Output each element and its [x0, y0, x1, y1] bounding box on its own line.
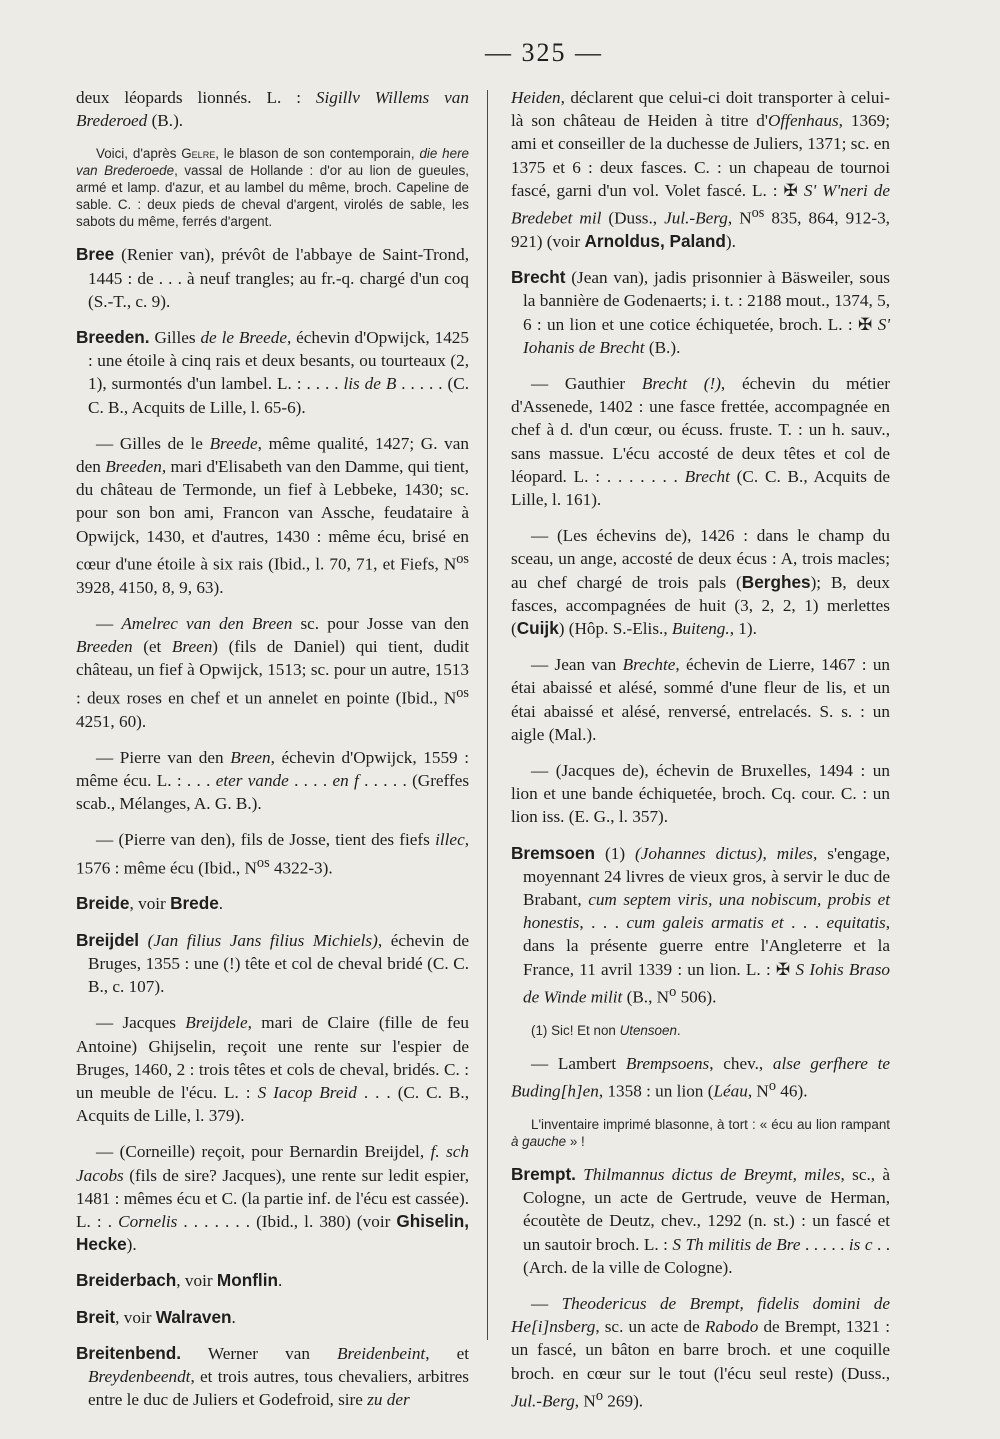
- page-number: — 325 —: [485, 38, 603, 67]
- entry-paragraph: — Amelrec van den Breen sc. pour Josse van den Breeden (et Breen) (fils de Daniel) qui tient, dudit château, un fief à Opwijck, 1513; sc. pour un autre, 1513 : deux roses en chef et un annelet en pointe (Ibid., $N^{os}$ 4251, 60).: [76, 613, 469, 731]
- right-column: [511, 86, 890, 1426]
- footnote: Voici, d'après Gelre, le blason de son contemporain, die here van Brederoede, vassal de Hollande : d'or au lion de gueules, armé et lamp. d'azur, et au lambel du même, broch. Capeline de sable. C. : deux pieds de cheval d'argent, virolés de sable, les sabots du même, ferrés d'argent.: [76, 146, 469, 230]
- column-divider: [487, 90, 488, 1340]
- dictionary-entry: Breide, voir Brede.: [76, 893, 224, 914]
- entry-paragraph: — (Jacques de), échevin de Bruxelles, 1494 : un lion et une bande échiquetée, broch. Cq. cour. C. : un lion iss. (E. G., l. 357).: [511, 761, 890, 827]
- entry-paragraph: — (Pierre van den), fils de Josse, tient des fiefs illec, 1576 : même écu (Ibid., $N^{os}$ 4322-3).: [76, 830, 469, 878]
- dictionary-entry: Breitenbend. Werner van Breidenbeint, et Breydenbeendt, et trois autres, tous chevaliers, arbitres entre le duc de Juliers et Godefroid, sire zu der: [76, 1342, 470, 1410]
- entry-paragraph: — Gilles de le Breede, même qualité, 1427; G. van den Breeden, mari d'Elisabeth van den Damme, qui tient, du château de Termonde, un fief à Lebbeke, 1430; sc. pour son bon ami, Francon van Assche, feudataire à Opwijck, 1430, et d'autres, 1430 : même écu, brisé en cœur d'une étoile à six rais (Ibid., l. 70, 71, et Fiefs, $N^{os}$ 3928, 4150, 8, 9, 63).: [76, 433, 469, 597]
- dictionary-entry: Brempt. Thilmannus dictus de Breymt, miles, sc., à Cologne, un acte de Gertrude, veuve de Herman, écoutète de Deutz, chev., 1292 (n. st.) : un fascé et un sautoir broch. L. : S Th militis de Bre . . . . . is c . . (Arch. de la ville de Cologne).: [511, 1163, 891, 1277]
- entry-paragraph: — Jacques Breijdele, mari de Claire (fille de feu Antoine) Ghijselin, reçoit une rente sur l'espier de Bruges, 1460, 2 : trois têtes et cols de cheval, bridés. C. : un meuble de l'écu. L. : S Iacop Breid . . . (C. C. B., Acquits de Lille, l. 379).: [76, 1013, 469, 1126]
- entry-paragraph: — Lambert Brempsoens, chev., alse gerfhere te Buding[h]en, 1358 : un lion (Léau, $N^o$ 46).: [511, 1053, 891, 1101]
- dictionary-entry: Breeden. Gilles de le Breede, échevin d'Opwijck, 1425 : une étoile à cinq rais et deux besants, ou tourteaux (2, 1), surmontés d'un lambel. L. : . . . . lis de B . . . . . (C. C. B., Acquits de Lille, l. 65-6).: [76, 327, 469, 417]
- dictionary-entry: Bremsoen (1) (Johannes dictus), miles, s'engage, moyennant 24 livres de vieux gros, à servir le duc de Brabant, cum septem viris, una nobiscum, probis et honestis, . . . cum galeis armatis et . . . equitatis, dans la présente guerre entre l'Angleterre et la France, 11 avril 1339 : un lion. L. : ✠ S Iohis Braso de Winde milit (B., $N^o$ 506).: [511, 842, 890, 1007]
- dictionary-entry: Breit, voir Walraven.: [76, 1306, 236, 1327]
- dictionary-entry: Bree (Renier van), prévôt de l'abbaye de Saint-Trond, 1445 : de . . . à neuf trangles; au fr.-q. chargé d'un coq (S.-T., c. 9).: [76, 244, 469, 311]
- entry-paragraph: — Jean van Brechte, échevin de Lierre, 1467 : un étai abaissé et alésé, sommé d'une fleur de lis, et un étai abaissé et alésé, renversé, entrelacés. S. s. : un aigle (Mal.).: [511, 655, 891, 744]
- entry-paragraph: — Theodericus de Brempt, fidelis domini de He[i]nsberg, sc. un acte de Rabodo de Brempt, 1321 : un fascé, un bâton en barre broch. et une coquille broch. en cœur sur le tout (l'écu seul reste) (Duss., Jul.-Berg, $N^o$ 269).: [511, 1293, 891, 1411]
- entry-paragraph: deux léopards lionnés. L. : Sigillv Willems van Brederoed (B.).: [76, 88, 469, 131]
- dictionary-entry: Breijdel (Jan filius Jans filius Michiels), échevin de Bruges, 1355 : une (!) tête et col de cheval bridé (C. C. B., c. 107).: [76, 929, 469, 997]
- dictionary-entry: Brecht (Jean van), jadis prisonnier à Bäsweiler, sous la bannière de Godenaerts; i. t. : 2188 mout., 1374, 5, 6 : un lion et une cotice échiquetée, broch. L. : ✠ S' Iohanis de Brecht (B.).: [511, 267, 890, 357]
- dictionary-entry: Breiderbach, voir Monflin.: [76, 1270, 283, 1291]
- footnote: (1) Sic! Et non Utensoen.: [531, 1022, 681, 1038]
- entry-paragraph: — Pierre van den Breen, échevin d'Opwijck, 1559 : même écu. L. : . . . eter vande . . . . en f . . . . . (Greffes scab., Mélanges, A. G. B.).: [76, 747, 470, 814]
- entry-paragraph: — Gauthier Brecht (!), échevin du métier d'Assenede, 1402 : une fasce frettée, accompagnée en chef à d. d'un cœur, ou écuss. fruste. T. : un h. sauv., sans massue. L'écu accosté de deux têtes et col de léopard. L. : . . . . . . . Brecht (C. C. B., Acquits de Lille, l. 161).: [511, 373, 890, 509]
- footnote: L'inventaire imprimé blasonne, à tort : « écu au lion rampant à gauche » !: [511, 1116, 890, 1149]
- entry-paragraph: — (Corneille) reçoit, pour Bernardin Breijdel, f. sch Jacobs (fils de sire? Jacques), une rente sur ledit espier, 1481 : mêmes écu et C. (la partie inf. de l'écu est cassée). L. : . Cornelis . . . . . . . (Ibid., l. 380) (voir Ghiselin, Hecke).: [76, 1142, 470, 1255]
- left-column: [76, 86, 469, 1424]
- entry-paragraph: Heiden, déclarent que celui-ci doit transporter à celui-là son château de Heiden à titre d'Offenhaus, 1369; ami et conseiller de la duchesse de Juliers, 1371; sc. en 1375 et 6 : deux fasces. C. : un chapeau de tournoi fascé, garni d'un vol. Volet fascé. L. : ✠ S' W'neri de Bredebet mil (Duss., Jul.-Berg, $N^{os}$ 835, 864, 912-3, 921) (voir Arnoldus, Paland).: [511, 88, 890, 251]
- entry-paragraph: — (Les échevins de), 1426 : dans le champ du sceau, un ange, accosté de deux écus : A, trois macles; au chef chargé de trois pals (Berghes); B, deux fasces, accompagnées de huit (3, 2, 2, 1) merlettes (Cuijk) (Hôp. S.-Elis., Buiteng., 1).: [511, 526, 890, 638]
